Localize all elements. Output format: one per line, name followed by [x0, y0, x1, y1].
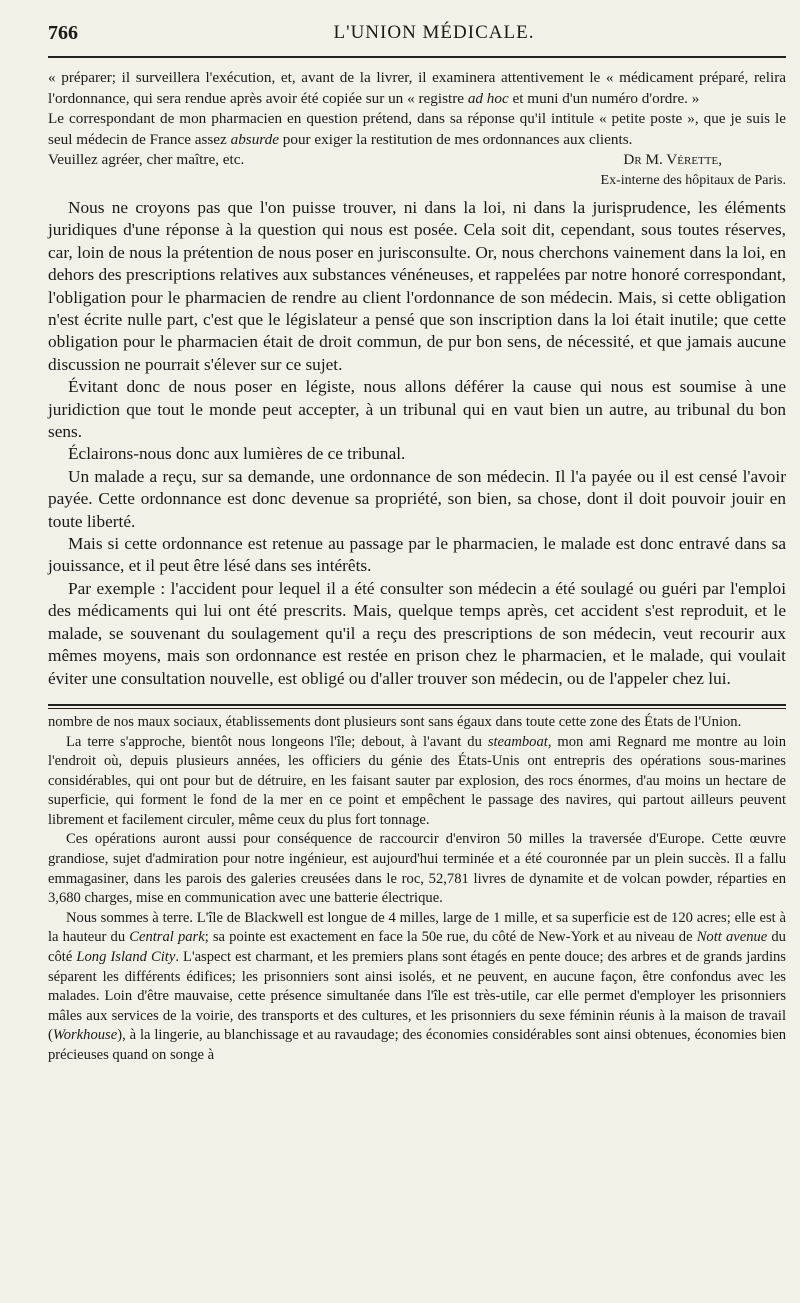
letter-signature-row	[48, 150, 786, 171]
letter-closing: Veuillez agréer, cher maître, etc.	[48, 151, 245, 169]
page-header	[48, 0, 786, 60]
text-run: , mon ami Regnard me montre au loin l'endroit où, depuis plusieurs années, les officiers du génie des États-Unis ont entrepris des opérations sous-marines considérables, qui ont pour but de détruire, en les faisant sauter par explosion, des rocs énormes, d'au moins un hectare de superficie, qui forment le fond de la mer en ce point et empêchent le passage des navires, qui partout ailleurs peuvent librement et facilement circuler, même ceux du plus fort tonnage.	[48, 733, 786, 828]
italic-term: Central park	[129, 929, 205, 946]
text-run: Nous sommes à terre. L'île de Blackwell est longue de 4 milles, large de 1 mille, et sa superficie est de 120 acres; elle est à la hauteur du	[48, 909, 786, 946]
signature-name: Dr M. Vérette,	[623, 151, 722, 169]
text-run: ; sa pointe est exactement en face la 50e rue, du côté de New-York et au niveau de	[204, 929, 697, 946]
feuilleton-separator	[48, 704, 786, 709]
feuilleton-paragraph: nombre de nos maux sociaux, établissements dont plusieurs sont sans égaux dans toute cette zone des États de l'Union.	[48, 713, 742, 730]
text-run: . L'aspect est charmant, et les premiers plans sont étagés en pente douce; des arbres et de grands jardins séparent les différents édifices; les prisonniers sont ainsi isolés, et ne peuvent, en aucune façon, être confondus avec les malades. Loin d'être mauvaise, cette présence simultanée dans l'île est très-utile, car elle permet d'employer les prisonniers mâles aux services de la voirie, des transports et des cultures, et les prisonniers du sexe féminin réunis à la maison de travail (	[48, 949, 786, 1044]
text-run: ), à la lingerie, au blanchissage et au ravaudage; des économies considérables sont ainsi obtenues, économies bien précieuses quand on songe à	[48, 1027, 786, 1063]
italic-term: Nott avenue	[696, 929, 768, 946]
feuilleton-section	[48, 713, 786, 1066]
signature-title: Ex-interne des hôpitaux de Paris.	[600, 172, 786, 188]
article-paragraph: Évitant donc de nous poser en légiste, nous allons déférer la cause qui nous est soumise à une juridiction que tout le monde peut accepter, à un tribunal qui en vaut bien un autre, au tribunal du bon sens.	[48, 377, 786, 442]
main-article	[48, 197, 786, 690]
header-rule	[48, 56, 786, 58]
article-paragraph: Un malade a reçu, sur sa demande, une ordonnance de son médecin. Il l'a payée ou il est censé l'avoir payée. Cette ordonnance est donc devenue sa propriété, son bien, sa chose, dont il doit pouvoir jouir en toute liberté.	[48, 466, 786, 531]
letter-paragraph: « préparer; il surveillera l'exécution, et, avant de la livrer, il examinera attentivement le « médicament préparé, relira l'ordonnance, qui sera rendue après avoir été copiée sur un « registre ad hoc et muni d'un numéro d'ordre. »	[48, 69, 786, 107]
page-number: 766	[48, 22, 78, 44]
italic-term: Workhouse	[52, 1027, 118, 1044]
article-paragraph: Éclairons-nous donc aux lumières de ce tribunal.	[68, 444, 406, 464]
feuilleton-paragraph: Ces opérations auront aussi pour conséquence de raccourcir d'environ 50 milles la traversée d'Europe. Cette œuvre grandiose, sujet d'admiration pour notre ingénieur, est aujourd'hui terminée et a été couronnée par un plein succès. Il a fallu emmagasiner, dans les parois des galeries creusées dans le roc, 52,781 livres de dynamite et de volcan powder, réparties en 3,680 charges, mise en communication avec une batterie électrique.	[48, 831, 786, 907]
text-run: du côté	[48, 929, 786, 966]
italic-term: Long Island City	[76, 949, 176, 966]
italic-term: steamboat	[487, 733, 548, 750]
italic-term: ad hoc	[467, 89, 509, 107]
article-paragraph: Mais si cette ordonnance est retenue au passage par le pharmacien, le malade est donc entravé dans sa jouissance, et il peut être lésé dans ses intérêts.	[48, 534, 786, 576]
feuilleton-paragraph	[48, 733, 786, 831]
feuilleton-paragraph	[48, 909, 786, 1066]
article-paragraph: Par exemple : l'accident pour lequel il a été consulter son médecin a été soulagé ou guéri par l'emploi des médicaments qui lui ont été prescrits. Mais, quelque temps après, cet accident s'est reproduit, et le malade, se souvenant du soulagement qu'il a reçu des prescriptions de son médecin, veut recourir aux mêmes moyens, mais son ordonnance est restée en prison chez le pharmacien, et le malade, qui voulait éviter une consultation nouvelle, est obligé ou d'aller trouver son médecin, ou de l'appeler chez lui.	[48, 578, 786, 688]
journal-title: L'UNION MÉDICALE.	[333, 22, 535, 43]
italic-term: absurde	[230, 130, 279, 148]
letter-paragraph: Le correspondant de mon pharmacien en question prétend, dans sa réponse qu'il intitule « petite poste », que je suis le seul médecin de France assez absurde pour exiger la restitution de mes ordonnances aux clients.	[48, 110, 786, 148]
text-run: La terre s'approche, bientôt nous longeons l'île; debout, à l'avant du	[66, 733, 488, 750]
article-paragraph: Nous ne croyons pas que l'on puisse trouver, ni dans la loi, ni dans la jurisprudence, les éléments juridiques d'une réponse à la question qui nous est posée. Cela soit dit, cependant, sous toutes réserves, car, loin de nous la prétention de nous poser en jurisconsulte. Or, nous cherchons vainement dans la loi, en dehors des prescriptions relatives aux substances vénéneuses, et rappelées par notre honoré correspondant, l'obligation pour le pharmacien de rendre au client l'ordonnance de son médecin. Mais, si cette obligation n'est écrite nulle part, c'est que le législateur a pensé que son inscription dans la loi était inutile; que cette obligation pour le pharmacien était de droit commun, de pur bon sens, de nécessité, et que jamais aucune discussion ne pourrait s'élever sur ce sujet.	[48, 197, 786, 374]
letter-section	[48, 68, 786, 191]
